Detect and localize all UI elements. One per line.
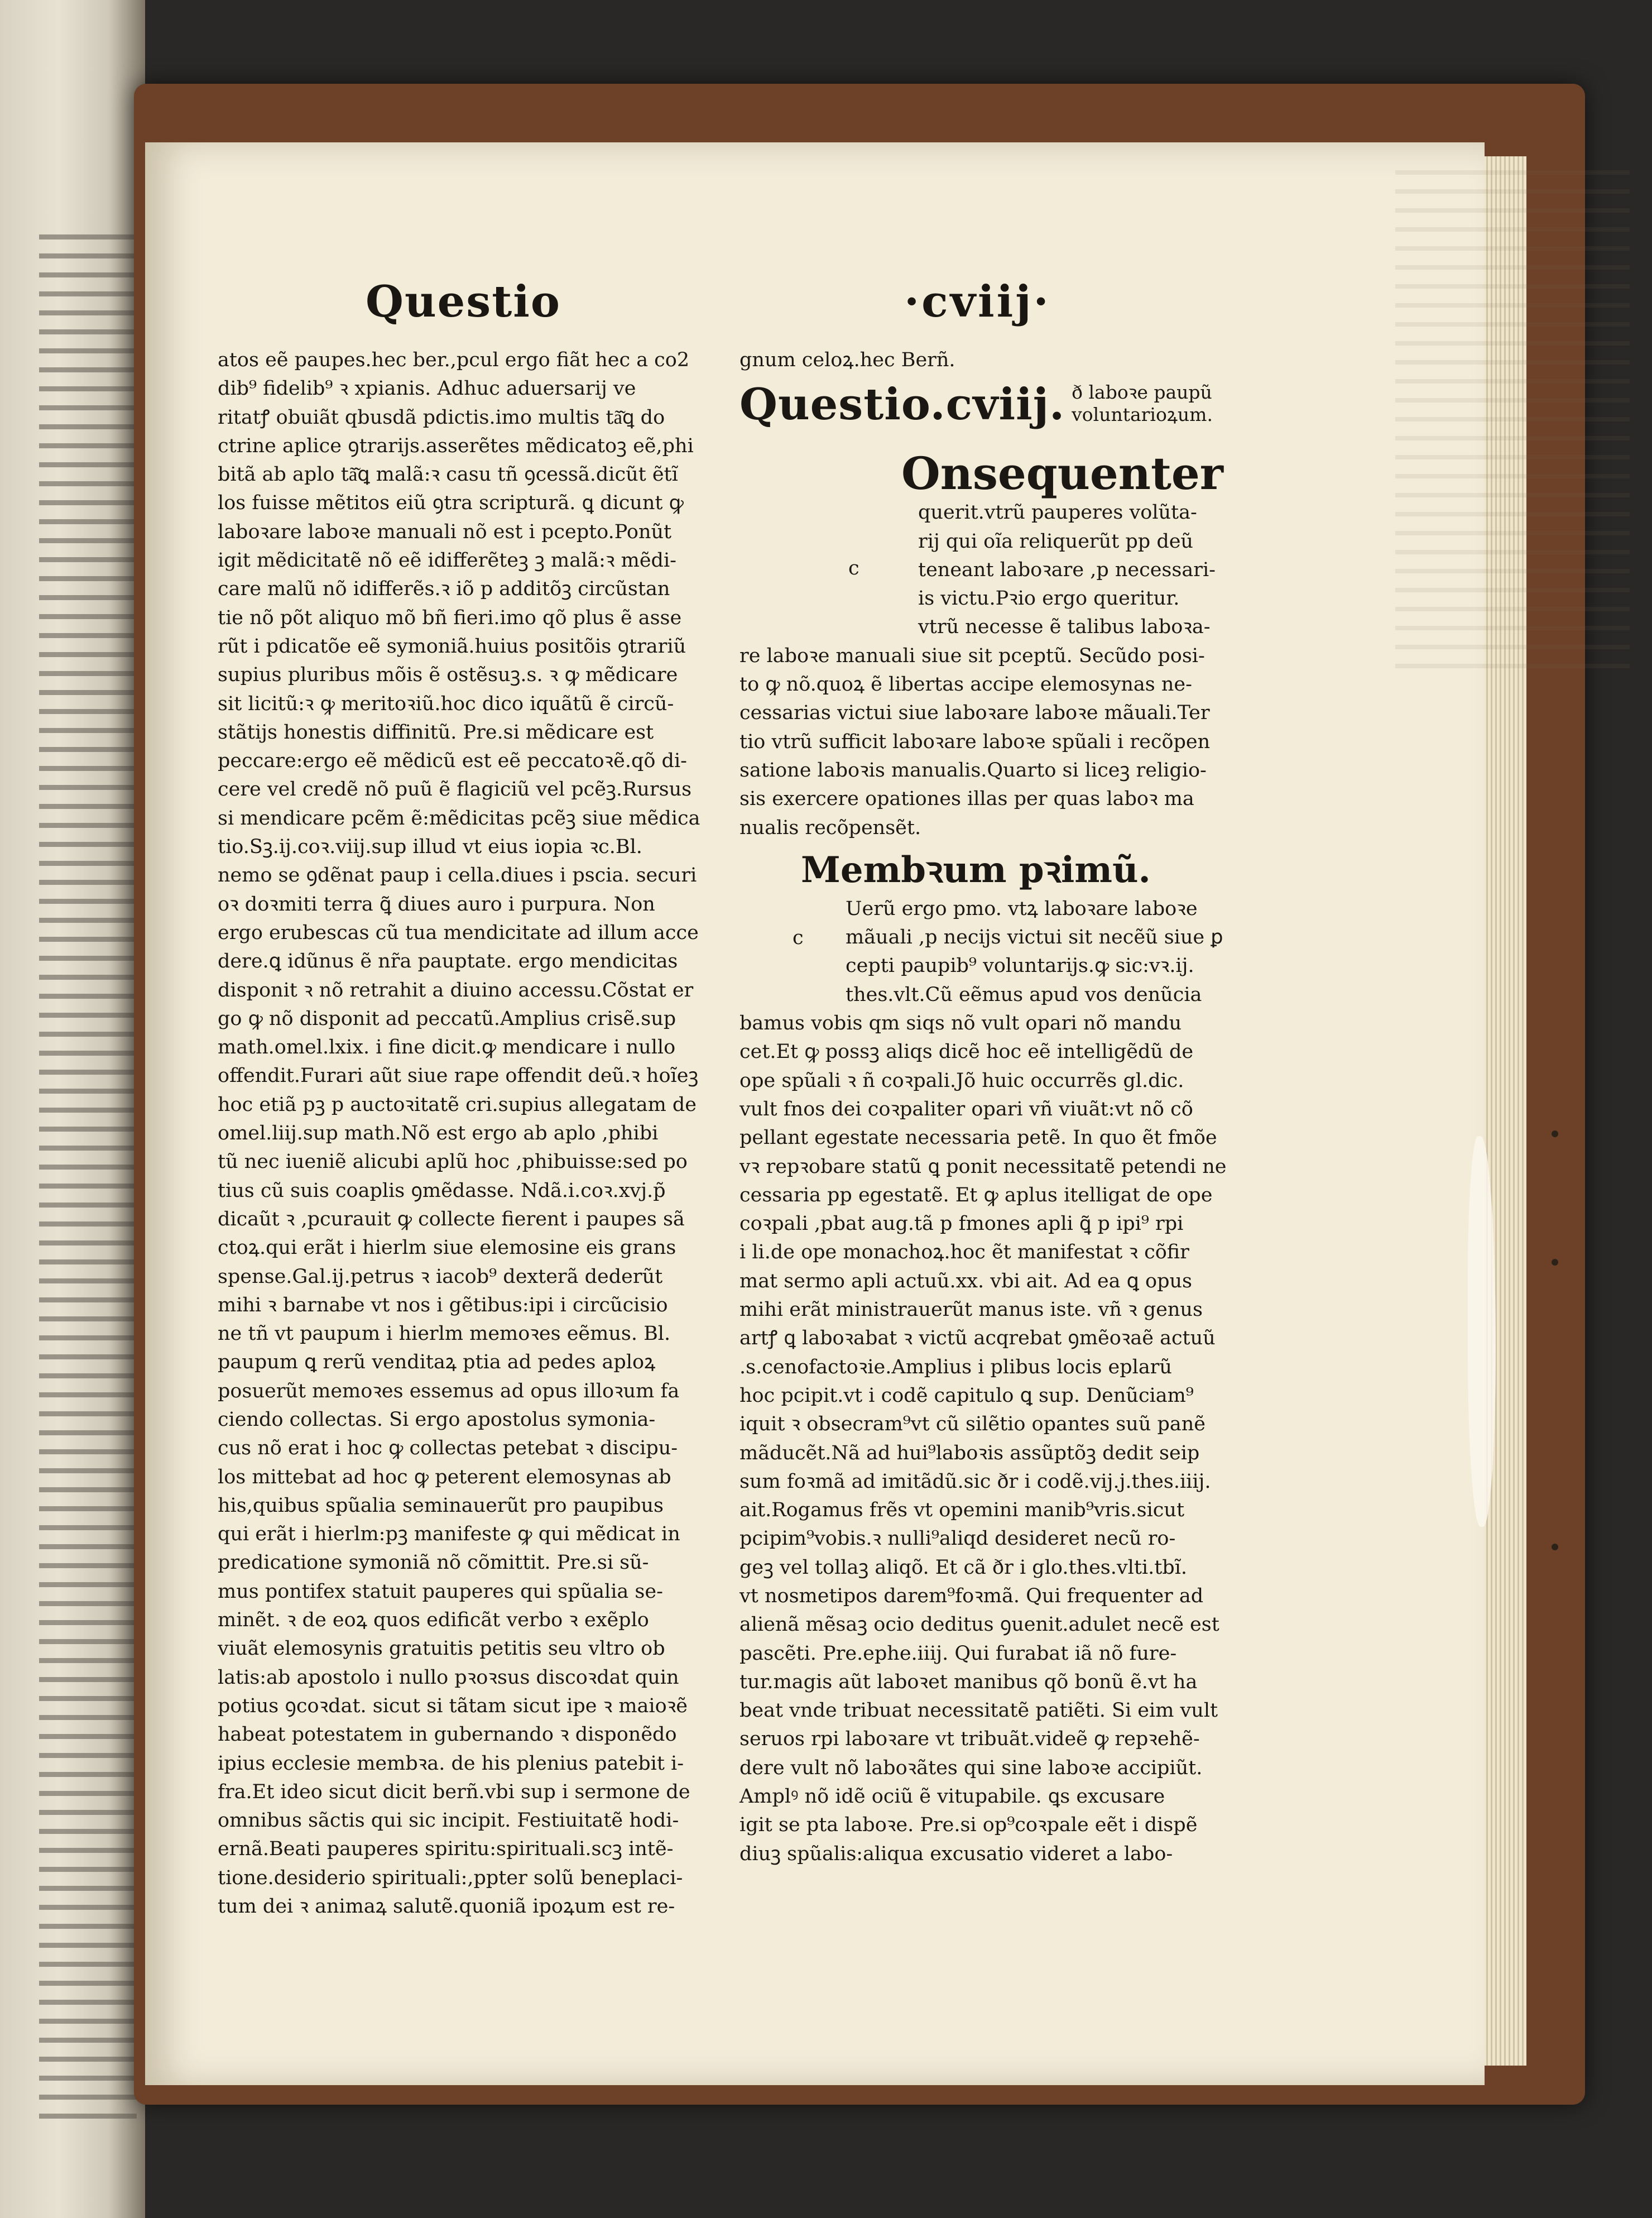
text-line: vt nosmetipos darem⁹foꝛmã. Qui frequenter ad: [739, 1584, 1204, 1607]
text-line: diuꝫ spũalis:aliqua excusatio videret a labo-: [739, 1842, 1173, 1865]
text-line: minẽt. ꝛ de eoꝝ quos edificãt verbo ꝛ exẽplo: [218, 1609, 649, 1632]
text-line: nemo se ꝯdẽnat paup i cella.diues i pscia. securi: [218, 864, 697, 887]
text-line: bitã ab aplo tã͂ꝗ malã:ꝛ casu tñ ꝯcessã.dicũt ẽtĩ: [218, 463, 678, 486]
text-line: offendit.Furari aũt siue rape offendit deũ.ꝛ hoĩeꝫ: [218, 1065, 699, 1088]
text-line: pellant egestate necessaria petẽ. In quo ẽt fmõe: [739, 1127, 1217, 1149]
text-line: teneant laboꝛare ,p necessari-: [918, 558, 1216, 581]
text-line: posuerũt memoꝛes essemus ad opus illoꝛum fa: [218, 1379, 680, 1402]
text-line: pascẽti. Pre.ephe.iiij. Qui furabat iã nõ fure-: [739, 1642, 1177, 1665]
text-line: fra.Et ideo sicut dicit berñ.vbi sup i sermone de: [218, 1780, 690, 1803]
text-line: re laboꝛe manuali siue sit pceptũ. Secũdo posi-: [739, 644, 1205, 667]
continuation-line: gnum celoꝝ.hec Berñ.: [739, 349, 955, 371]
text-line: omel.liij.sup math.Nõ est ergo ab aplo ,phibi: [218, 1122, 659, 1145]
text-line: seruos rpi laboꝛare vt tribuãt.videẽ ꝙ repꝛehẽ-: [739, 1728, 1200, 1751]
text-line: tie nõ põt aliquo mõ bñ fieri.imo qõ plus ẽ asse: [218, 606, 682, 629]
intro-indented: [739, 499, 1253, 641]
text-line: peccare:ergo eẽ mẽdicũ est eẽ peccatoꝛẽ.qõ di-: [218, 750, 687, 773]
text-line: los mittebat ad hoc ꝙ peterent elemosynas ab: [218, 1465, 671, 1488]
question-title: Questio.cviij.: [739, 379, 1065, 430]
text-line: .s.cenofactoꝛie.Amplius i plibus locis eplarũ: [739, 1355, 1172, 1378]
text-line: cessaria pp egestatẽ. Et ꝙ aplus itelligat de ope: [739, 1184, 1213, 1206]
text-line: sum foꝛmã ad imitãdũ.sic ðr i codẽ.vij.j.thes.iiij.: [739, 1470, 1211, 1493]
text-line: dere vult nõ laboꝛãtes qui sine laboꝛe accipiũt.: [739, 1756, 1203, 1779]
text-line: paupum ꝗ rerũ venditaꝝ ptia ad pedes aploꝝ: [218, 1351, 656, 1374]
text-line: thes.vlt.Cũ eẽmus apud vos denũcia: [846, 983, 1202, 1006]
binding-hole: [1552, 1130, 1558, 1137]
text-line: ergo erubescas cũ tua mendicitate ad illum acce: [218, 921, 699, 944]
text-line: satione laboꝛis manualis.Quarto si liceꝫ religio-: [739, 759, 1207, 782]
running-header-right: ·cviij·: [904, 276, 1051, 327]
show-through: [1395, 170, 1630, 673]
question-subtitle: [1072, 381, 1213, 426]
text-line: nualis recõpensẽt.: [739, 816, 921, 839]
text-line: iquit ꝛ obsecram⁹vt cũ silẽtio opantes suũ panẽ: [739, 1413, 1206, 1436]
text-line: cepti paupib⁹ voluntarijs.ꝙ sic:vꝛ.ij.: [846, 955, 1194, 978]
text-line: spense.Gal.ij.petrus ꝛ iacob⁹ dexterã dederũt: [218, 1265, 663, 1288]
text-line: coꝛpali ,pbat aug.tã p fmones apli ꝗ͂ p ipi⁹ rpi: [739, 1213, 1184, 1235]
text-line: vꝛ repꝛobare statũ ꝗ ponit necessitatẽ petendi ne: [739, 1155, 1227, 1178]
text-line: atos eẽ paupes.hec ber.,pcul ergo fiãt hec a co2: [218, 349, 690, 371]
text-line: i li.de ope monachoꝝ.hoc ẽt manifestat ꝛ cõfir: [739, 1241, 1189, 1264]
margin-letter: c: [793, 926, 804, 949]
text-line: bamus vobis qm siqs nõ vult opari nõ mandu: [739, 1012, 1182, 1035]
text-line: Uerũ ergo pmo. vtꝝ laboꝛare laboꝛe: [846, 897, 1198, 920]
text-line: vult fnos dei coꝛpaliter opari vñ viuãt:vt nõ cõ: [739, 1098, 1193, 1120]
book-page: [145, 142, 1485, 2085]
text-line: oꝛ doꝛmiti terra ꝗ͂ diues auro i purpura. Non: [218, 893, 655, 916]
text-line: pcipim⁹vobis.ꝛ nulli⁹aliqd desideret necũ ro-: [739, 1527, 1176, 1550]
text-line: mãducẽt.Nã ad hui⁹laboꝛis assũptõꝫ dedit seip: [739, 1441, 1200, 1464]
text-line: tur.magis aũt laboꝛet manibus qõ bonũ ẽ.vt ha: [739, 1670, 1198, 1693]
text-line: si mendicare pcẽm ẽ:mẽdicitas pcẽꝫ siue mẽdica: [218, 807, 700, 830]
text-line: cus nõ erat i hoc ꝙ collectas petebat ꝛ discipu-: [218, 1437, 678, 1460]
text-line: sit licitũ:ꝛ ꝙ meritoꝛiũ.hoc dico iquãtũ ẽ circũ-: [218, 692, 674, 715]
text-line: cet.Et ꝙ possꝫ aliqs dicẽ hoc eẽ intelligẽdũ de: [739, 1041, 1194, 1064]
text-line: math.omel.lxix. i fine dicit.ꝙ mendicare i nullo: [218, 1036, 676, 1059]
text-line: disponit ꝛ nõ retrahit a diuino accessu.Cõstat er: [218, 979, 694, 1002]
text-line: predicatione symoniã nõ cõmittit. Pre.si sũ-: [218, 1551, 649, 1574]
facing-page-edge: [0, 0, 145, 2218]
text-line: to ꝙ nõ.quoꝝ ẽ libertas accipe elemosynas ne-: [739, 673, 1192, 696]
text-line: geꝫ vel tollaꝫ aliqõ. Et cã ðr i glo.thes.vlti.tbĩ.: [739, 1556, 1188, 1579]
text-line: sis exercere opationes illas per quas laboꝛ ma: [739, 788, 1194, 811]
membrum-title: Membꝛum pꝛimũ.: [801, 849, 1151, 891]
text-line: los fuisse mẽtitos eiũ ꝯtra scripturã. ꝗ dicunt ꝙ: [218, 492, 684, 515]
text-line: Amplꝰ nõ idẽ ociũ ẽ vitupabile. ꝗs excusare: [739, 1785, 1165, 1808]
text-line: mus pontifex statuit pauperes qui spũalia se-: [218, 1580, 663, 1603]
right-column: [739, 346, 1253, 1869]
text-line: mat sermo apli actuũ.xx. vbi ait. Ad ea ꝗ opus: [739, 1270, 1192, 1292]
text-line: hoc etiã pꝫ p auctoꝛitatẽ cri.supius allegatam de: [218, 1093, 697, 1116]
initial-heading-line: [739, 448, 1253, 499]
text-line: ritatꝭ obuiãt qbusdã pdictis.imo multis tã͂ꝗ do: [218, 406, 665, 429]
facing-page-text: [39, 234, 137, 2133]
text-line: artꝭ ꝗ laboꝛabat ꝛ victũ acqrebat ꝯmẽoꝛaẽ actuũ: [739, 1327, 1216, 1350]
text-line: ciendo collectas. Si ergo apostolus symonia-: [218, 1408, 656, 1431]
text-line: ne tñ vt paupum i hierlm memoꝛes eẽmus. Bl.: [218, 1323, 671, 1345]
text-line: ctoꝝ.qui erãt i hierlm siue elemosine eis grans: [218, 1237, 676, 1259]
text-line: tio.Sꝫ.ij.coꝛ.viij.sup illud vt eius iopia ꝛc.Bl.: [218, 836, 642, 859]
question-subtitle-line: voluntarioꝝum.: [1072, 404, 1213, 426]
question-heading: [739, 377, 1253, 448]
text-line: his,quibus spũalia seminauerũt pro paupibus: [218, 1494, 664, 1517]
text-line: mihi erãt ministrauerũt manus iste. vñ ꝛ genus: [739, 1299, 1203, 1321]
text-line: mihi ꝛ barnabe vt nos i gẽtibus:ipi i circũcisio: [218, 1294, 668, 1316]
initial-heading: Onsequenter: [901, 447, 1223, 500]
text-line: supius pluribus mõis ẽ ostẽsuꝫ.s. ꝛ ꝙ mẽdicare: [218, 664, 678, 687]
text-line: go ꝙ nõ disponit ad peccatũ.Amplius crisẽ.sup: [218, 1007, 676, 1030]
text-line: cessarias victui siue laboꝛare laboꝛe mãuali.Ter: [739, 702, 1210, 725]
text-line: stãtijs honestis diffinitũ. Pre.si mẽdicare est: [218, 721, 654, 744]
text-line: mãuali ,p necijs victui sit necẽũ siue ꝑ: [846, 926, 1223, 949]
text-line: tũ nec iueniẽ alicubi aplũ hoc ,phibuisse:sed po: [218, 1151, 688, 1173]
text-line: cere vel credẽ nõ puũ ẽ flagiciũ vel pcẽꝫ.Rursus: [218, 778, 692, 801]
text-line: tione.desiderio spirituali:,ppter solũ beneplaci-: [218, 1866, 683, 1889]
binding-hole: [1552, 1544, 1558, 1550]
running-header-left: Questio: [366, 276, 561, 327]
text-line: tio vtrũ sufficit laboꝛare laboꝛe spũali i recõpen: [739, 730, 1211, 753]
text-line: ctrine aplice ꝯtrarijs.asserẽtes mẽdicatoꝫ eẽ,phi: [218, 434, 694, 457]
text-line: querit.vtrũ pauperes volũta-: [918, 501, 1197, 524]
text-line: ernã.Beati pauperes spiritu:spirituali.scꝫ intẽ-: [218, 1838, 674, 1861]
text-line: dib⁹ fidelib⁹ ꝛ xpianis. Adhuc aduersarij ve: [218, 377, 636, 400]
text-line: alienã mẽsaꝫ ocio deditus ꝯuenit.adulet necẽ est: [739, 1613, 1219, 1636]
intro-full: [739, 642, 1253, 842]
text-line: laboꝛare laboꝛe manuali nõ est i pcepto.Ponũt: [218, 520, 672, 543]
binding-hole: [1552, 1259, 1558, 1266]
text-line: tum dei ꝛ animaꝝ salutẽ.quoniã ipoꝝum est re-: [218, 1895, 675, 1918]
text-line: tius cũ suis coaplis ꝯmẽdasse. Ndã.i.coꝛ.xvj.p̃: [218, 1179, 666, 1202]
text-line: rũt i pdicatõe eẽ symoniã.huius positõis ꝯtrariũ: [218, 635, 686, 658]
question-subtitle-line: ð laboꝛe paupũ: [1072, 381, 1212, 404]
left-column: [218, 346, 720, 1921]
text-line: igit se pta laboꝛe. Pre.si op⁹coꝛpale eẽt i dispẽ: [739, 1814, 1198, 1837]
text-line: care malũ nõ idifferẽs.ꝛ iõ p additõꝫ circũstan: [218, 578, 670, 601]
text-line: habeat potestatem in gubernando ꝛ disponẽdo: [218, 1723, 677, 1746]
text-line: ope spũali ꝛ ñ coꝛpali.Jõ huic occurrẽs gl.dic.: [739, 1069, 1184, 1092]
text-line: rij qui oĩa reliquerũt pp deũ: [918, 530, 1193, 553]
text-line: igit mẽdicitatẽ nõ eẽ idifferẽteꝫ ꝫ malã:ꝛ mẽdi-: [218, 549, 676, 572]
membrum-indented: [739, 895, 1253, 1009]
text-line: is victu.Pꝛio ergo queritur.: [918, 587, 1180, 610]
text-line: dere.ꝗ idũnus ẽ nr̃a pauptate. ergo mendicitas: [218, 950, 678, 973]
text-line: qui erãt i hierlm:pꝫ manifeste ꝙ qui mẽdicat in: [218, 1523, 680, 1546]
text-line: viuãt elemosynis gratuitis petitis seu vltro ob: [218, 1637, 665, 1660]
membrum-full: [739, 1009, 1253, 1869]
text-line: dicaũt ꝛ ,pcurauit ꝙ collecte fierent i paupes sã: [218, 1208, 685, 1230]
text-line: vtrũ necesse ẽ talibus laboꝛa-: [918, 616, 1211, 639]
text-line: hoc pcipit.vt i codẽ capitulo ꝗ sup. Denũciam⁹: [739, 1384, 1194, 1407]
text-line: ait.Rogamus frẽs vt opemini manib⁹vris.sicut: [739, 1499, 1185, 1522]
text-line: ipius ecclesie membꝛa. de his plenius patebit i-: [218, 1752, 684, 1775]
text-line: omnibus sãctis qui sic incipit. Festiuitatẽ hodi-: [218, 1809, 679, 1832]
margin-letter: c: [848, 557, 859, 580]
text-line: beat vnde tribuat necessitatẽ patiẽti. Si eim vult: [739, 1699, 1218, 1722]
text-line: potius ꝯcoꝛdat. sicut si tãtam sicut ipe ꝛ maioꝛẽ: [218, 1694, 688, 1717]
text-line: latis:ab apostolo i nullo pꝛoꝛsus discoꝛdat quin: [218, 1666, 679, 1689]
